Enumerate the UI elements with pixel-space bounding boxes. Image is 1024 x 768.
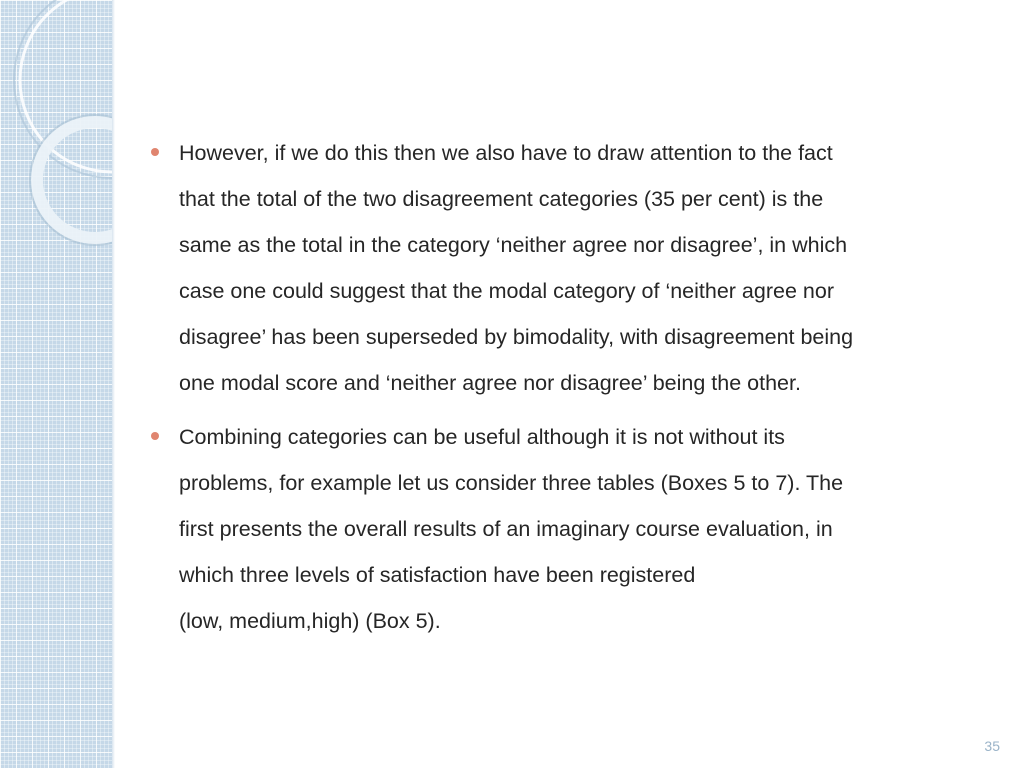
text-line: first presents the overall results of an imaginary course evaluation, in <box>179 517 833 541</box>
text-line: disagree’ has been superseded by bimodality, with disagreement being <box>179 325 854 349</box>
text-line: Combining categories can be useful although it is not without its <box>179 425 785 449</box>
bullet-dot-icon <box>151 432 159 440</box>
page-number: 35 <box>984 738 1000 754</box>
text-line: that the total of the two disagreement categories (35 per cent) is the <box>179 187 824 211</box>
bullet-item <box>150 414 990 644</box>
decorative-grid-strip <box>0 0 112 768</box>
bullet-item <box>150 130 990 406</box>
slide-body <box>150 130 990 652</box>
strip-edge <box>112 0 115 768</box>
text-line: same as the total in the category ‘neither agree nor disagree’, in which <box>179 233 848 257</box>
text-line: one modal score and ‘neither agree nor disagree’ being the other. <box>179 371 801 395</box>
text-line: case one could suggest that the modal category of ‘neither agree nor <box>179 279 834 303</box>
text-line: problems, for example let us consider three tables (Boxes 5 to 7). The <box>179 471 844 495</box>
text-line: which three levels of satisfaction have been registered <box>179 563 696 587</box>
decorative-rings-icon <box>0 0 112 260</box>
bullet-dot-icon <box>151 148 159 156</box>
text-line: (low, medium,high) (Box 5). <box>179 609 441 633</box>
text-line: However, if we do this then we also have to draw attention to the fact <box>179 141 833 165</box>
